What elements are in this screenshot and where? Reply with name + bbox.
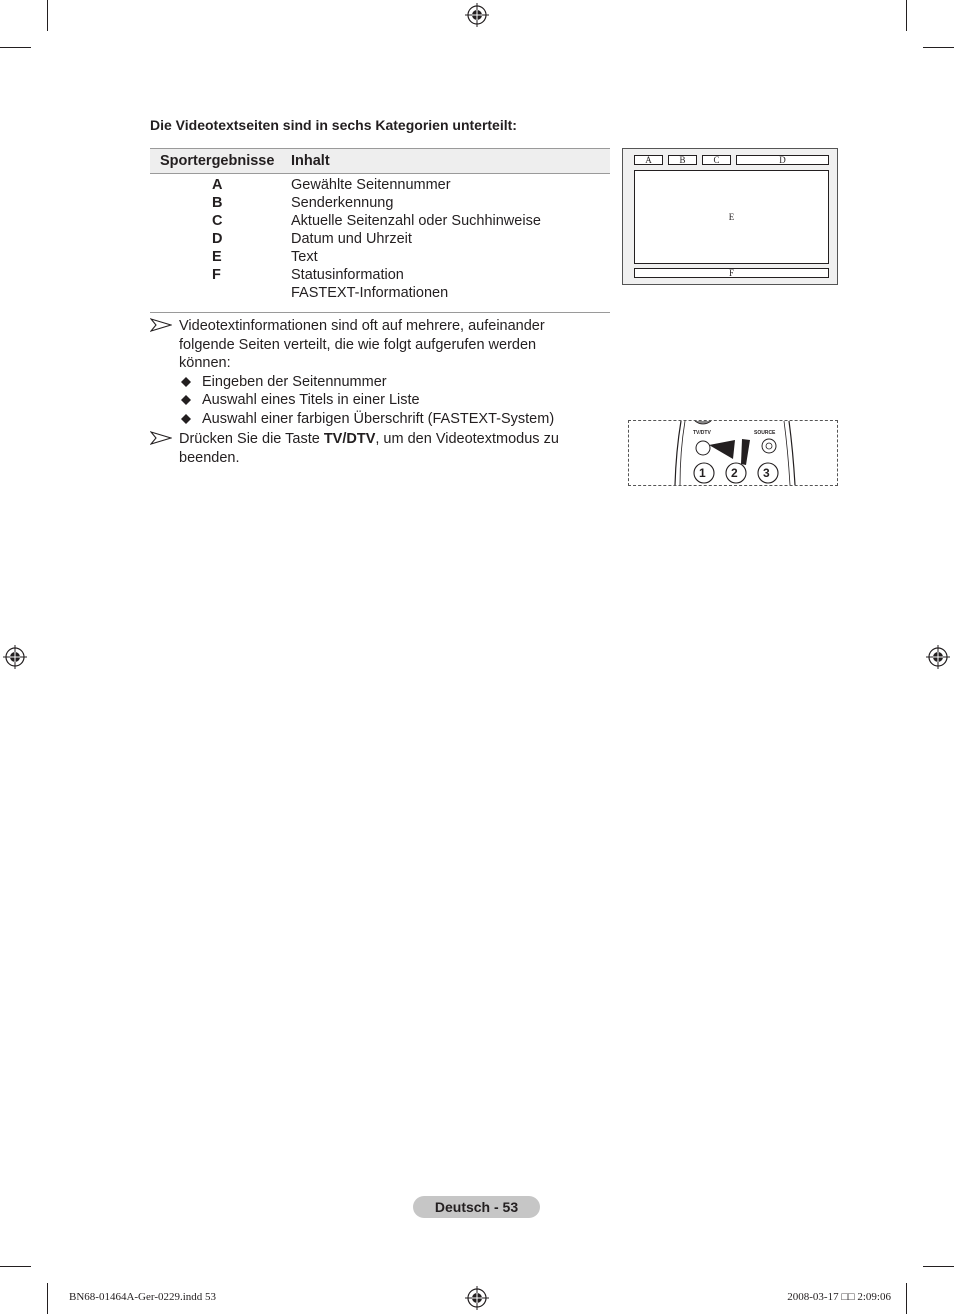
row-value: FASTEXT-Informationen xyxy=(291,285,449,301)
row-key: A xyxy=(212,177,223,193)
row-value: Gewählte Seitennummer xyxy=(291,177,451,193)
registration-mark-icon xyxy=(465,1286,489,1310)
source-button-label: SOURCE xyxy=(754,430,776,436)
list-item-text: Eingeben der Seitennummer xyxy=(202,373,387,390)
crop-mark xyxy=(0,1266,31,1267)
note-arrow-icon xyxy=(150,431,172,445)
remote-control-illustration xyxy=(628,420,838,486)
section-intro: Die Videotextseiten sind in sechs Kategorien unterteilt: xyxy=(150,117,517,133)
crop-mark xyxy=(0,47,31,48)
row-key: F xyxy=(212,267,221,283)
print-slug-file: BN68-01464A-Ger-0229.indd 53 xyxy=(69,1291,217,1303)
note-paging-text: Videotextinformationen sind oft auf mehrere, aufeinander folgende Seiten verteilt, die wie folgt aufgerufen werden können: xyxy=(179,318,545,371)
crop-mark xyxy=(923,1266,954,1267)
list-item-text: Auswahl einer farbigen Überschrift (FASTEXT-System) xyxy=(202,410,555,427)
crop-mark xyxy=(47,1283,48,1314)
table-body xyxy=(150,174,610,313)
row-key: E xyxy=(212,249,222,265)
row-key: B xyxy=(212,195,223,211)
crop-mark xyxy=(47,0,48,31)
note-exit-text-after: , um den Videotextmodus zu beenden. xyxy=(179,431,559,466)
row-key: D xyxy=(212,231,223,247)
diamond-bullet-icon xyxy=(181,395,191,405)
crop-mark xyxy=(906,0,907,31)
crop-mark xyxy=(923,47,954,48)
note-exit xyxy=(150,430,590,467)
table-row xyxy=(150,195,610,213)
list-item xyxy=(179,391,590,410)
note-paging xyxy=(150,317,590,428)
table-row xyxy=(150,249,610,267)
tv-dtv-key: TV/DTV xyxy=(323,431,376,447)
region-b: B xyxy=(668,155,697,165)
diamond-bullet-icon xyxy=(181,377,191,387)
column-header-sportergebnisse: Sportergebnisse xyxy=(160,153,275,169)
row-value: Senderkennung xyxy=(291,195,394,211)
row-value: Datum und Uhrzeit xyxy=(291,231,412,247)
table-row xyxy=(150,267,610,285)
row-value: Text xyxy=(291,249,318,265)
print-slug-date: 2008-03-17 □□ 2:09:06 xyxy=(787,1291,891,1303)
registration-mark-icon xyxy=(926,645,950,669)
table-row xyxy=(150,231,610,249)
teletext-layout-diagram xyxy=(622,148,838,285)
note-arrow-icon xyxy=(150,318,172,332)
number-button-1: 1 xyxy=(699,466,706,480)
page-number-badge: Deutsch - 53 xyxy=(413,1196,540,1218)
note-exit-text-before: Drücken Sie die Taste xyxy=(179,431,324,447)
table-row xyxy=(150,177,610,195)
table-row xyxy=(150,285,610,303)
number-button-3: 3 xyxy=(763,466,770,480)
number-button-2: 2 xyxy=(731,466,738,480)
table-row xyxy=(150,213,610,231)
tv-dtv-button-label: TV/DTV xyxy=(693,430,711,436)
region-f: F xyxy=(634,268,829,278)
registration-mark-icon xyxy=(3,645,27,669)
column-header-inhalt: Inhalt xyxy=(291,153,330,169)
table-header xyxy=(150,148,610,174)
row-value: Statusinformation xyxy=(291,267,404,283)
crop-mark xyxy=(906,1283,907,1314)
diamond-bullet-icon xyxy=(181,414,191,424)
list-item-text: Auswahl eines Titels in einer Liste xyxy=(202,392,420,408)
row-value: Aktuelle Seitenzahl oder Suchhinweise xyxy=(291,213,541,229)
list-item xyxy=(179,410,590,429)
registration-mark-icon xyxy=(465,3,489,27)
region-c: C xyxy=(702,155,731,165)
list-item xyxy=(179,373,590,392)
category-table xyxy=(150,148,610,313)
region-d: D xyxy=(736,155,829,165)
region-a: A xyxy=(634,155,663,165)
region-e: E xyxy=(634,170,829,264)
row-key: C xyxy=(212,213,223,229)
